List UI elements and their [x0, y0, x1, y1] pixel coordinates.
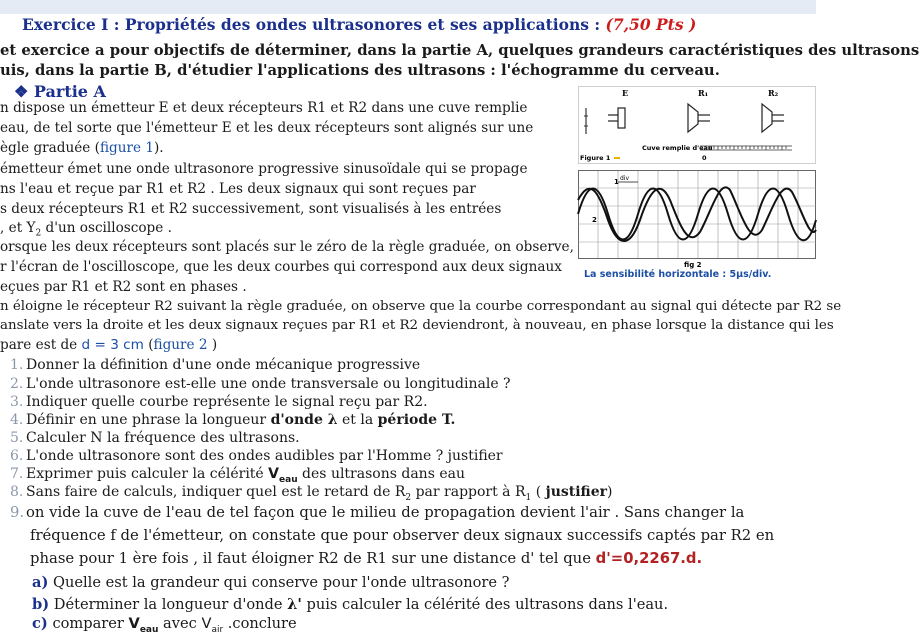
- paragraph-line: anslate vers la droite et les deux signaux reçues par R1 et R2 deviendront, à nouveau, en phase lorsque la distance qui les: [0, 318, 834, 333]
- title-text: Exercice I : Propriétés des ondes ultrasonores et ses applications :: [22, 15, 606, 34]
- question-5: 5. Calculer N la fréquence des ultrasons.: [10, 430, 300, 446]
- question-9-cont: phase pour 1 ère fois , il faut éloigner R2 de R1 sur une distance d' tel que d'=0,2267.d.: [30, 550, 703, 567]
- d-prime-value: d'=0,2267.d.: [595, 550, 703, 567]
- sub-question-b: b) Déterminer la longueur d'onde λ' puis calculer la célérité des ultrasons dans l'eau.: [32, 596, 669, 613]
- question-2: 2. L'onde ultrasonore est-elle une onde transversale ou longitudinale ?: [10, 376, 511, 392]
- paragraph-line: eau, de tel sorte que l'émetteur E et les deux récepteurs sont alignés sur une: [0, 120, 534, 136]
- distance-value: d = 3 cm: [81, 337, 144, 353]
- figure-1: [578, 86, 816, 164]
- paragraph-line: ns l'eau et reçue par R1 et R2 . Les deux signaux qui sont reçues par: [0, 181, 476, 197]
- intro-paragraph: [0, 41, 919, 81]
- label-r1: R₁: [698, 88, 709, 98]
- question-9: 9. on vide la cuve de l'eau de tel façon que le milieu de propagation devient l'air . Sans changer la: [10, 504, 745, 521]
- paragraph-line: pare est de d = 3 cm (figure 2 ): [0, 337, 218, 353]
- question-9-cont: fréquence f de l'émetteur, on constate que pour observer deux signaux successifs captés par R2 en: [30, 527, 775, 544]
- paragraph-line: ègle graduée (figure 1).: [0, 140, 164, 156]
- paragraph-line: émetteur émet une onde ultrasonore progressive sinusoïdale qui se propage: [0, 161, 528, 177]
- sensitivity-note: La sensibilité horizontale : 5μs/div.: [584, 269, 772, 280]
- exercise-title: [22, 15, 696, 34]
- question-1: 1. Donner la définition d'une onde mécanique progressive: [10, 357, 421, 373]
- figure-1-caption: Figure 1: [580, 154, 611, 162]
- paragraph-line: n éloigne le récepteur R2 suivant la règle graduée, on observe que la courbe correspondant au signal qui détecte par R2 se: [0, 299, 842, 314]
- paragraph-line: , et $Y_2$ d'un oscilloscope .: [0, 220, 172, 239]
- question-4: 4. Définir en une phrase la longueur d'onde λ et la période T.: [10, 412, 456, 428]
- question-7: 7. Exprimer puis calculer la célérité $V_{eau}$ des ultrasons dans eau: [10, 466, 465, 485]
- figure-2-ref: figure 2: [153, 337, 208, 353]
- paragraph-line: s deux récepteurs R1 et R2 successivement, sont visualisés à les entrées: [0, 201, 502, 217]
- cuve-label: Cuve remplie d'eau: [642, 144, 713, 152]
- paragraph-line: n dispose un émetteur E et deux récepteurs R1 et R2 dans une cuve remplie: [0, 100, 528, 116]
- points-badge: (7,50 Pts ): [605, 15, 697, 34]
- question-8: 8. Sans faire de calculs, indiquer quel est le retard de $R_2$ par rapport à $R_1$ ( justifier): [10, 484, 613, 503]
- sub-question-c: c) comparer $V_{eau}$ avec $V_{air}$ .conclure: [32, 615, 297, 635]
- figure-1-ref: figure 1: [99, 140, 154, 156]
- div-marker: div: [620, 175, 630, 182]
- question-3: 3. Indiquer quelle courbe représente le signal reçu par R2.: [10, 394, 428, 410]
- sub-question-a: a) Quelle est la grandeur qui conserve pour l'onde ultrasonore ?: [32, 574, 510, 591]
- top-band: [0, 0, 816, 14]
- intro-line: uis, dans la partie B, d'étudier l'applications des ultrasons : l'échogramme du cerveau.: [0, 62, 720, 79]
- curve-label-1: 1: [614, 178, 619, 186]
- section-heading-partie-a: ❖ Partie A: [14, 82, 106, 101]
- figure-2-oscilloscope: [578, 170, 816, 278]
- paragraph-line: orsque les deux récepteurs sont placés sur le zéro de la règle graduée, on observe,: [0, 239, 574, 255]
- paragraph-line: eçues par R1 et R2 sont en phases .: [0, 279, 247, 295]
- intro-line: et exercice a pour objectifs de déterminer, dans la partie A, quelques grandeurs caractéristiques des ultrasons: [0, 42, 919, 59]
- question-6: 6. L'onde ultrasonore sont des ondes audibles par l'Homme ? justifier: [10, 448, 503, 464]
- figure-2-caption: fig 2: [684, 261, 702, 269]
- paragraph-line: r l'écran de l'oscilloscope, que les deux courbes qui correspond aux deux signaux: [0, 259, 562, 275]
- label-e: E: [622, 88, 629, 98]
- ruler-zero: 0: [702, 154, 707, 162]
- label-r2: R₂: [768, 88, 779, 98]
- curve-label-2: 2: [592, 216, 597, 224]
